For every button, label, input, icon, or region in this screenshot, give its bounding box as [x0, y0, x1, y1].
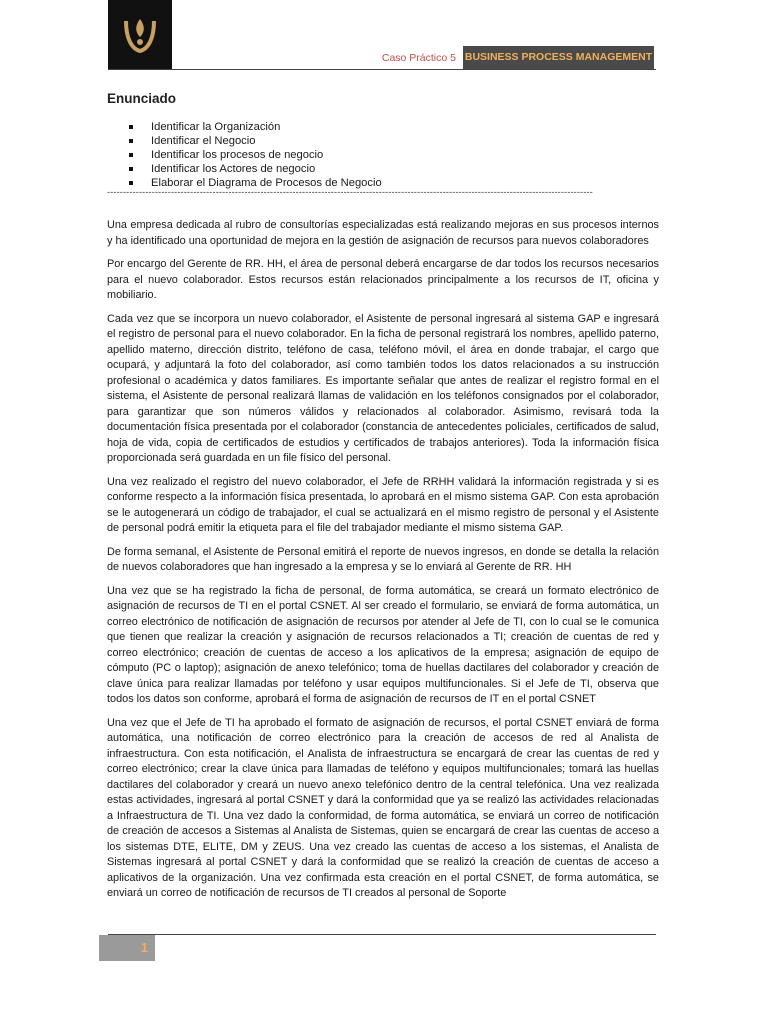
footer-divider [108, 934, 656, 935]
paragraph: Por encargo del Gerente de RR. HH, el área de personal deberá encargarse de dar todos los recursos necesarios para el nuevo colaborador. Estos recursos están relacionados principalmente a los recursos de IT, oficina y mobiliario. [107, 258, 659, 301]
list-item: Elaborar el Diagrama de Procesos de Negocio [128, 176, 382, 190]
logo-block [108, 0, 172, 70]
document-body [107, 218, 659, 910]
paragraph: Cada vez que se incorpora un nuevo colaborador, el Asistente de personal ingresará al sistema GAP e ingresará el registro de personal para el nuevo colaborador. En la ficha de personal registrará los nombres, apellido paterno, apellido materno, dirección distrito, teléfono de casa, teléfono móvil, el área en donde trabajar, el cargo que ocupará, y adjuntará la foto del colaborador, así como también todos los datos relacionados a su instrucción profesional o académica y datos familiares. Es importante señalar que antes de realizar el registro formal en el sistema, el Asistente de personal realizará llamas de validación en los teléfonos consignados por el colaborador, para garantizar que son números válidos y relacionados al colaborador. Asimismo, revisará toda la documentación física presentada por el colaborador (constancia de antecedentes policiales, certificados de salud, hoja de vida, copia de certificados de estudios y certificados de trabajos anteriores). Toda la información física proporcionada será guardada en un file físico del personal. [107, 312, 659, 464]
list-item: Identificar el Negocio [128, 134, 382, 148]
paragraph: Una empresa dedicada al rubro de consultorías especializadas está realizando mejoras en sus procesos internos y ha identificado una oportunidad de mejora en la gestión de asignación de recursos para nuevos colaboradores [107, 219, 659, 247]
page-number: 1 [99, 935, 155, 961]
header-course-title: BUSINESS PROCESS MANAGEMENT [463, 46, 654, 69]
header-case-label: Caso Práctico 5 [381, 52, 456, 64]
section-heading: Enunciado [107, 91, 177, 106]
list-item: Identificar los Actores de negocio [128, 162, 382, 176]
task-list [128, 120, 382, 190]
university-logo-icon [118, 11, 162, 59]
list-item: Identificar la Organización [128, 120, 382, 134]
paragraph: De forma semanal, el Asistente de Personal emitirá el reporte de nuevos ingresos, en donde se detalla la relación de nuevos colaboradores que han ingresado a la empresa y se lo enviará al Gerente de RR. HH [107, 545, 659, 573]
paragraph: Una vez realizado el registro del nuevo colaborador, el Jefe de RRHH validará la información registrada y si es conforme respecto a la información física presentada, lo aprobará en el mismo sistema GAP. Con esta aprobación se le autogenerará un código de trabajador, el cual se actualizará en el mismo registro de personal y el Asistente de personal podrá emitir la etiqueta para el file del trabajador mediante el mismo sistema GAP. [107, 475, 659, 534]
dashed-separator: -------------------------------------------------------------------------------------------------------------------------------------------------------- [107, 187, 593, 197]
list-item: Identificar los procesos de negocio [128, 148, 382, 162]
paragraph: Una vez que el Jefe de TI ha aprobado el formato de asignación de recursos, el portal CSNET enviará de forma automática, una notificación de correo electrónico para la creación de accesos de red al Analista de infraestructura. Con esta notificación, el Analista de infraestructura se encargará de crear las cuentas de red y correo electrónico; crear la clave única para llamadas de teléfono y equipos multifuncionales; tomará las huellas dactilares del colaborador y creará un nuevo anexo telefónico dentro de la central telefónica. Una vez realizada estas actividades, ingresará al portal CSNET y dará la conformidad que ya se realizó las actividades relacionadas a Infraestructura de TI. Una vez dado la conformidad, de forma automática, se enviará un correo de notificación de creación de accesos a Sistemas al Analista de Sistemas, quien se encargará de crear las cuentas de acceso a los sistemas DTE, ELITE, DM y ZEUS. Una vez creado las cuentas de acceso a los sistemas, el Analista de Sistemas ingresará al portal CSNET y dará la conformidad que se realizó la creación de cuentas de acceso a aplicativos de la organización. Una vez confirmada esta creación en el portal CSNET, de forma automática, se enviará un correo de notificación de recursos de TI creados al personal de Soporte [107, 716, 659, 899]
paragraph: Una vez que se ha registrado la ficha de personal, de forma automática, se creará un formato electrónico de asignación de recursos de TI en el portal CSNET. Al ser creado el formulario, se enviará de forma automática, un correo electrónico de notificación de asignación de recursos por atender al Jefe de TI, con lo cual se le comunica que tienen que realizar la creación y asignación de recursos relacionados a TI; creación de cuentas de red y correo electrónico; creación de cuentas de acceso a los aplicativos de la empresa; asignación de equipo de cómputo (PC o laptop); asignación de anexo telefónico; toma de huellas dactilares del colaborador y creación de clave única para realizar llamadas por teléfono y usar equipos multifuncionales. Si el Jefe de TI, observa que todos los datos son conforme, aprobará el forma de asignación de recursos de IT en el portal CSNET [107, 584, 659, 705]
header-divider [108, 69, 656, 70]
